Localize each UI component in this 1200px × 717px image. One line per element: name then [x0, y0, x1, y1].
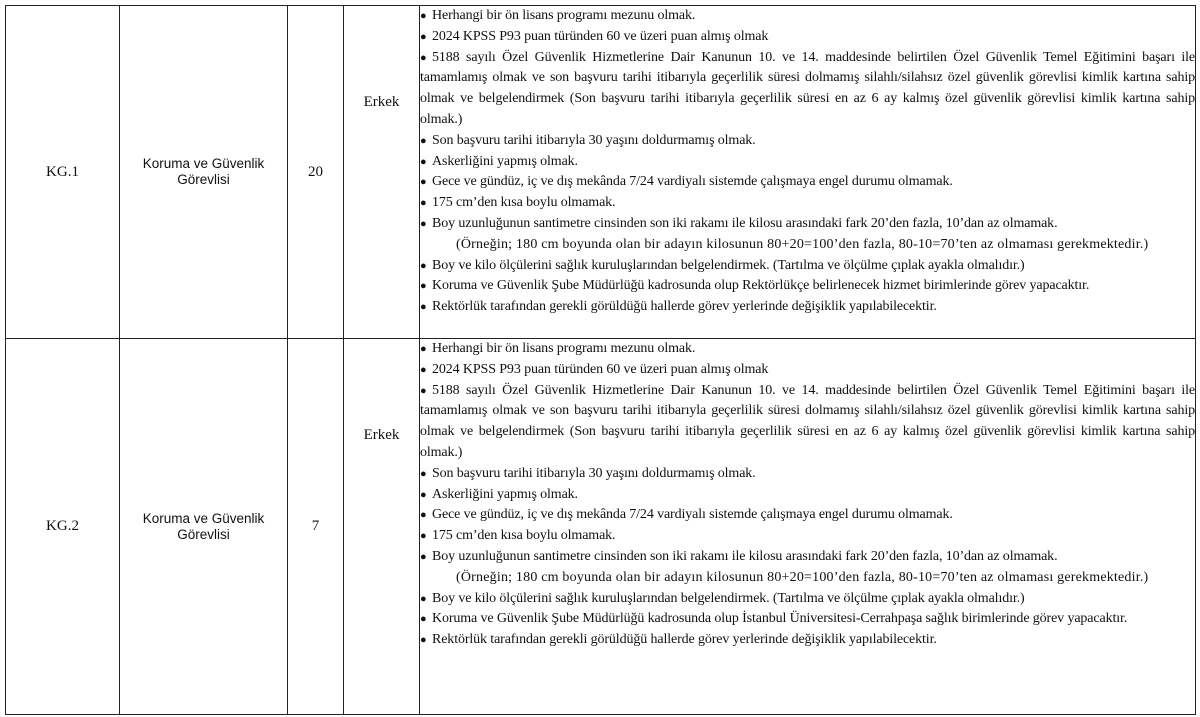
bullet-icon: ● — [420, 634, 427, 647]
gender-value: Erkek — [363, 94, 400, 110]
bullet-icon: ● — [420, 550, 427, 563]
requirement-item: ● 5188 sayılı Özel Güvenlik Hizmetlerine Dair Kanunun 10. ve 14. maddesinde belirtilen Özel Güvenlik Temel Eğitimini başarı ile tamamlamış olmak ve son başvuru tarihi itibarıyla geçerlilik süresi dolmamış silahlı/silahsız özel güvenlik görevlisi kimlik kartına sahip olmak ve belgelendirmek (Son başvuru tarihi itibarıyla geçerlilik süresi en az 6 ay kalmış özel güvenlik görevlisi kimlik kartına sahip olmak.) — [420, 382, 1195, 460]
requirement-item: ● Rektörlük tarafından gerekli görüldüğü hallerde görev yerlerinde değişiklik yapılabilecektir. — [420, 630, 1195, 651]
position-title: Koruma ve Güvenlik Görevlisi — [120, 339, 288, 715]
example-note: (Örneğin; 180 cm boyunda olan bir adayın kilosunun 80+20=100’den fazla, 80-10=70’ten az olmaması gerekmektedir.) — [456, 569, 1149, 585]
bullet-icon: ● — [420, 592, 427, 605]
requirement-item: ● 5188 sayılı Özel Güvenlik Hizmetlerine Dair Kanunun 10. ve 14. maddesinde belirtilen Özel Güvenlik Temel Eğitimini başarı ile tamamlamış olmak ve son başvuru tarihi itibarıyla geçerlilik süresi dolmamış silahlı/silahsız özel güvenlik görevlisi kimlik kartına sahip olmak ve belgelendirmek (Son başvuru tarihi itibarıyla geçerlilik süresi en az 6 ay kalmış özel güvenlik görevlisi kimlik kartına sahip olmak.) — [420, 49, 1195, 127]
requirement-item: ● Askerliğini yapmış olmak. — [420, 152, 1195, 173]
position-count: 7 — [288, 339, 344, 715]
requirement-item: ● Son başvuru tarihi itibarıyla 30 yaşını doldurmamış olmak. — [420, 464, 1195, 485]
requirement-item: ● Boy uzunluğunun santimetre cinsinden son iki rakamı ile kilosu arasındaki fark 20’den fazla, 10’dan az olmamak. (Örneğin; 180 cm boyunda olan bir adayın kilosunun 80+20=100’den fazla, 80-10=70’ten az olmaması gerekmektedir.) — [420, 214, 1195, 256]
bullet-icon: ● — [420, 509, 427, 522]
position-title: Koruma ve Güvenlik Görevlisi — [120, 6, 288, 339]
requirement-item: ● Askerliğini yapmış olmak. — [420, 485, 1195, 506]
bullet-icon: ● — [420, 280, 427, 293]
requirement-item: ● Koruma ve Güvenlik Şube Müdürlüğü kadrosunda olup İstanbul Üniversitesi-Cerrahpaşa sağlık birimlerinde görev yapacaktır. — [420, 609, 1195, 630]
bullet-icon: ● — [420, 155, 427, 168]
job-requirements-table — [5, 5, 1196, 715]
requirement-item: ● Boy ve kilo ölçülerini sağlık kuruluşlarından belgelendirmek. (Tartılma ve ölçülme çıplak ayakla olmalıdır.) — [420, 256, 1195, 277]
bullet-icon: ● — [420, 301, 427, 314]
bullet-icon: ● — [420, 197, 427, 210]
bullet-icon: ● — [420, 363, 427, 376]
requirement-item: ● Koruma ve Güvenlik Şube Müdürlüğü kadrosunda olup Rektörlükçe belirlenecek hizmet birimlerinde görev yapacaktır. — [420, 276, 1195, 297]
requirement-item: ● 2024 KPSS P93 puan türünden 60 ve üzeri puan almış olmak — [420, 27, 1195, 48]
requirement-item: ● Gece ve gündüz, iç ve dış mekânda 7/24 vardiyalı sistemde çalışmaya engel durumu olmamak. — [420, 505, 1195, 526]
requirement-item: ● Son başvuru tarihi itibarıyla 30 yaşını doldurmamış olmak. — [420, 131, 1195, 152]
table-row-kg2 — [6, 339, 1196, 715]
table-row-kg1 — [6, 6, 1196, 339]
gender-cell — [344, 339, 420, 715]
requirement-item: ● Herhangi bir ön lisans programı mezunu olmak. — [420, 339, 1195, 360]
bullet-icon: ● — [420, 176, 427, 189]
bullet-icon: ● — [420, 530, 427, 543]
bullet-icon: ● — [420, 259, 427, 272]
position-code: KG.2 — [6, 339, 120, 715]
bullet-icon: ● — [420, 30, 427, 43]
requirements-cell — [420, 339, 1196, 715]
requirements-cell — [420, 6, 1196, 339]
requirement-item: ● Boy uzunluğunun santimetre cinsinden son iki rakamı ile kilosu arasındaki fark 20’den fazla, 10’dan az olmamak. (Örneğin; 180 cm boyunda olan bir adayın kilosunun 80+20=100’den fazla, 80-10=70’ten az olmaması gerekmektedir.) — [420, 547, 1195, 589]
requirement-item: ● Gece ve gündüz, iç ve dış mekânda 7/24 vardiyalı sistemde çalışmaya engel durumu olmamak. — [420, 172, 1195, 193]
bullet-icon: ● — [420, 10, 427, 22]
bullet-icon: ● — [420, 343, 427, 355]
bullet-icon: ● — [420, 384, 427, 397]
bullet-icon: ● — [420, 51, 427, 64]
bullet-icon: ● — [420, 467, 427, 480]
position-count: 20 — [288, 6, 344, 339]
requirement-item: ● 175 cm’den kısa boylu olmamak. — [420, 193, 1195, 214]
requirement-item: ● Boy ve kilo ölçülerini sağlık kuruluşlarından belgelendirmek. (Tartılma ve ölçülme çıplak ayakla olmalıdır.) — [420, 589, 1195, 610]
requirement-item: ● Herhangi bir ön lisans programı mezunu olmak. — [420, 6, 1195, 27]
requirement-item: ● Rektörlük tarafından gerekli görüldüğü hallerde görev yerlerinde değişiklik yapılabilecektir. — [420, 297, 1195, 318]
bullet-icon: ● — [420, 488, 427, 501]
bullet-icon: ● — [420, 613, 427, 626]
requirements-list — [420, 339, 1195, 651]
requirements-list — [420, 6, 1195, 318]
position-code: KG.1 — [6, 6, 120, 339]
gender-cell — [344, 6, 420, 339]
requirement-item: ● 175 cm’den kısa boylu olmamak. — [420, 526, 1195, 547]
bullet-icon: ● — [420, 134, 427, 147]
requirement-item: ● 2024 KPSS P93 puan türünden 60 ve üzeri puan almış olmak — [420, 360, 1195, 381]
example-note: (Örneğin; 180 cm boyunda olan bir adayın kilosunun 80+20=100’den fazla, 80-10=70’ten az olmaması gerekmektedir.) — [456, 236, 1149, 252]
gender-value: Erkek — [363, 427, 400, 443]
bullet-icon: ● — [420, 217, 427, 230]
